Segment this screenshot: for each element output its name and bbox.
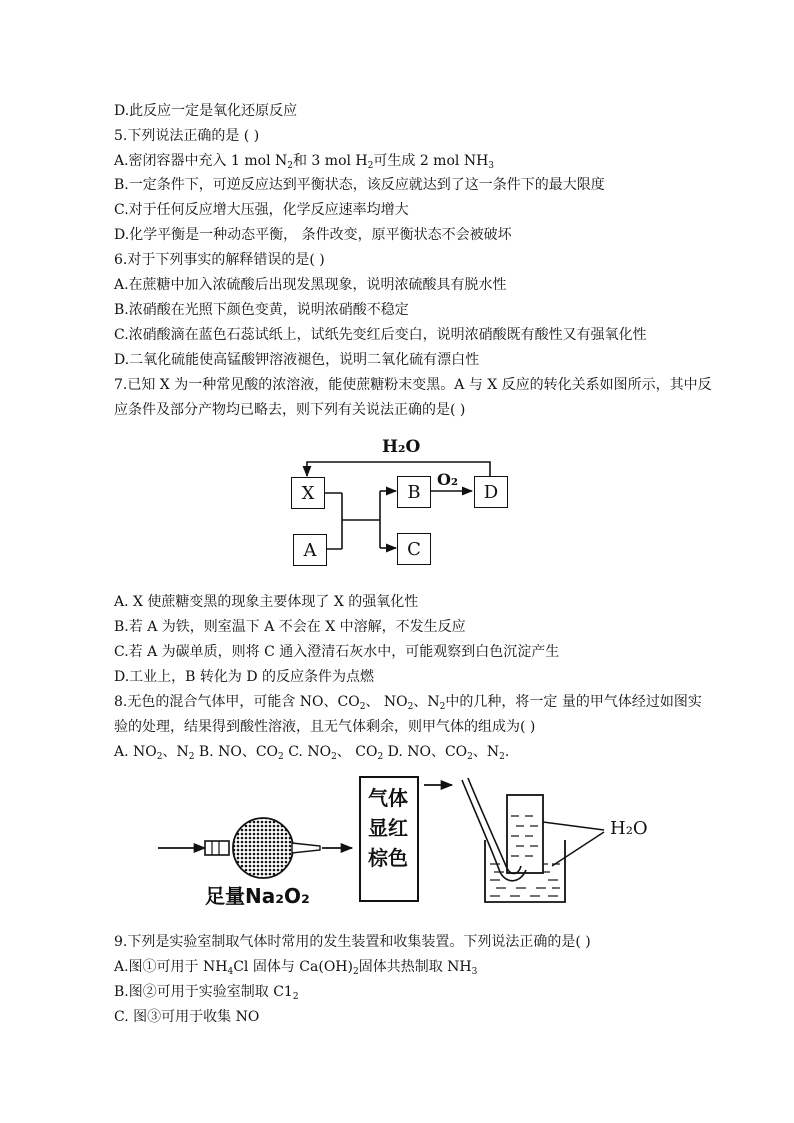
text-run: D.此反应一定是氧化还原反应 [114,103,298,119]
text-run: C.对于任何反应增大压强，化学反应速率均增大 [114,202,409,218]
subscript: 2 [499,752,505,762]
text-run: 、 CO [336,744,378,760]
text-run: 9.下列是实验室制取气体时常用的发生装置和收集装置。下列说法正确的是( ) [114,934,591,950]
subscript: 2 [352,967,359,977]
text-run: 和 3 mol H [292,153,368,169]
text-run: C.浓硝酸滴在蓝色石蕊试纸上，试纸先变红后变白，说明浓硝酸既有酸性又有强氧化性 [114,327,647,343]
subscript: 2 [331,752,337,762]
text-run: 8.无色的混合气体甲，可能含 NO、CO [114,694,360,710]
text-run: A.图①可用于 NH [114,959,228,975]
box-text-3: 棕色 [368,846,408,870]
o2-label: O₂ [437,470,458,489]
subscript: 3 [471,967,478,977]
text-run: B.图②可用于实验室制取 C1 [114,984,293,1000]
text-run: 6.对于下列事实的解释错误的是( ) [114,252,325,268]
text-run: B. NO、CO [194,744,279,760]
subscript: 2 [439,702,446,712]
subscript: 2 [278,752,284,762]
text-run: D.化学平衡是一种动态平衡， 条件改变，原平衡状态不会被破坏 [114,227,512,243]
text-run: A. NO [114,744,157,760]
subscript: 2 [377,752,384,762]
text-run: C. 图③可用于收集 NO [114,1009,260,1025]
subscript: 2 [367,161,374,171]
text-run: B.若 A 为铁，则室温下 A 不会在 X 中溶解，不发生反应 [114,619,466,635]
text-run: 、N [472,744,500,760]
text-run: 可生成 2 mol NH [373,153,489,169]
box-b: B [397,476,431,508]
h2o-label: H₂O [382,437,421,457]
text-run: 、N [413,694,440,710]
box-d: D [474,476,508,508]
box-text-1: 气体 [368,786,408,810]
box-c: C [397,533,431,565]
text-run: B.浓硝酸在光照下颜色变黄，说明浓硝酸不稳定 [114,302,409,318]
subscript: 4 [227,967,234,977]
water-label: H₂O [610,818,648,839]
text-run: A. X 使蔗糖变黑的现象主要体现了 X 的强氧化性 [114,594,419,610]
box-a: A [293,534,327,566]
subscript: 2 [188,752,195,762]
text-run: 7.已知 X 为一种常见酸的浓溶液，能使蔗糖粉末变黑。A 与 X 反应的转化关系如图所示，其中反 [114,377,712,393]
text-run: A.在蔗糖中加入浓硫酸后出现发黑现象，说明浓硫酸具有脱水性 [114,277,507,293]
text-run: . [504,744,510,760]
subscript: 2 [287,161,293,171]
text-run: 中的几种，将一定 量的甲气体经过如图实 [445,694,702,710]
text-run: 应条件及部分产物均已略去，则下列有关说法正确的是( ) [114,402,466,418]
text-run: D.工业上，B 转化为 D 的反应条件为点燃 [114,669,375,685]
text-run: C. NO [283,744,332,760]
text-run: 、 NO [365,694,408,710]
subscript: 2 [407,702,414,712]
text-run: 5.下列说法正确的是 ( ) [114,128,260,144]
box-x: X [291,477,325,509]
box-text-2: 显红 [368,816,408,840]
subscript: 2 [156,752,163,762]
text-run: D.二氧化硫能使高锰酸钾溶液褪色，说明二氧化硫有漂白性 [114,352,480,368]
text-run: 、N [162,744,189,760]
text-run: 固体共热制取 NH [358,959,472,975]
subscript: 2 [359,702,366,712]
subscript: 2 [467,752,473,762]
text-run: Cl 固体与 Ca(OH) [233,959,353,975]
text-run: B.一定条件下，可逆反应达到平衡状态，该反应就达到了这一条件下的最大限度 [114,177,605,193]
text-run: 验的处理，结果得到酸性溶液，且无气体剩余，则甲气体的组成为( ) [114,719,536,735]
text-run: D. NO、CO [383,744,468,760]
subscript: 2 [292,992,299,1002]
text-run: C.若 A 为碳单质，则将 C 通入澄清石灰水中，可能观察到白色沉淀产生 [114,644,560,660]
text-run: A.密闭容器中充入 1 mol N [114,153,288,169]
subscript: 3 [488,161,495,171]
reagent-label: 足量Na₂O₂ [205,884,310,908]
